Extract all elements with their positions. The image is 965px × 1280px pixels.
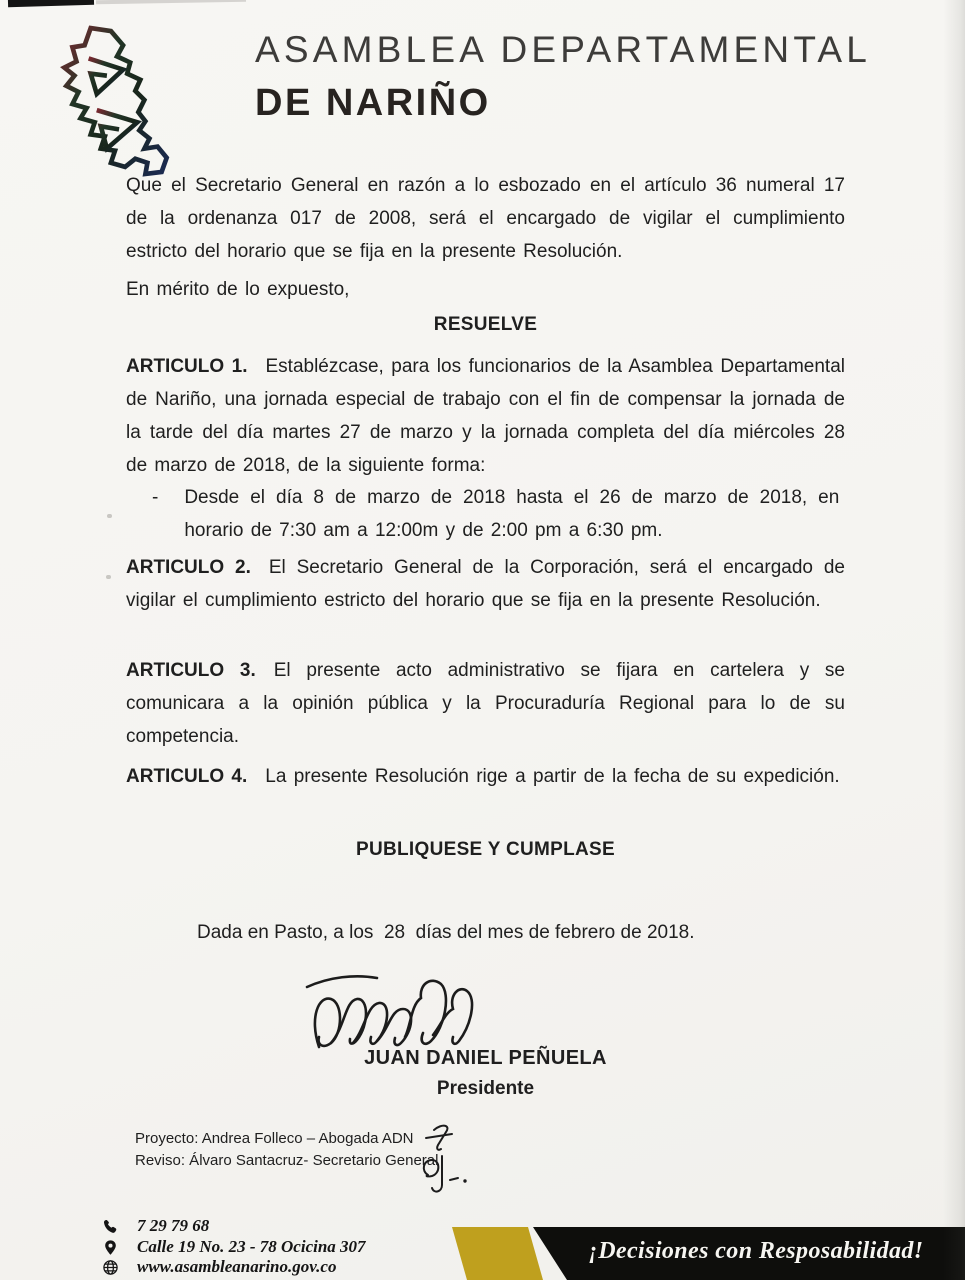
- contact-website-row: [102, 1257, 336, 1277]
- resuelve-heading: RESUELVE: [433, 314, 538, 335]
- scan-speck: [107, 514, 112, 518]
- website-text: www.asambleanarino.gov.co: [137, 1257, 337, 1276]
- publish-heading: PUBLIQUESE Y CUMPLASE: [356, 839, 615, 860]
- credit-proyecto: Proyecto: Andrea Folleco – Abogada ADN: [135, 1130, 414, 1147]
- article-4-label: ARTICULO 4.: [126, 766, 248, 787]
- bullet-marker: -: [152, 487, 159, 508]
- scan-edge-shadow: [943, 0, 965, 1280]
- article-3-label: ARTICULO 3.: [126, 660, 256, 681]
- phone-number: 7 29 79 68: [137, 1216, 210, 1235]
- contact-phone-row: [102, 1216, 209, 1236]
- scan-artifact-mark: [8, 0, 94, 7]
- org-name-line1: ASAMBLEA DEPARTAMENTAL: [255, 29, 872, 70]
- credits-block: [135, 1128, 438, 1172]
- article-2-label: ARTICULO 2.: [126, 557, 251, 578]
- article-1-text: Establézcase, para los funcionarios de la Asamblea Departamental de Nariño, una jornada especial de trabajo con el fin de compensar la jornada de la tarde del día martes 27 de marzo y la jornada completa del día miércoles 28 de marzo de 2018, de la siguiente forma:: [126, 356, 845, 476]
- globe-icon: [102, 1259, 119, 1276]
- article-1-label: ARTICULO 1.: [126, 356, 248, 377]
- gold-stripe-decoration: [452, 1227, 543, 1280]
- slogan-text: ¡Decisiones con Resposabilidad!: [588, 1238, 924, 1264]
- contact-address-row: [102, 1237, 366, 1257]
- narino-assembly-logo-icon: [42, 25, 188, 177]
- article-4: [126, 760, 845, 793]
- article-3: [126, 654, 845, 753]
- bullet-text: Desde el día 8 de marzo de 2018 hasta el 26 de marzo de 2018, en horario de 7:30 am a 12:00m y de 2:00 pm a 6:30 pm.: [184, 487, 840, 541]
- article-1: [126, 350, 845, 482]
- phone-icon: [102, 1218, 119, 1235]
- article-4-text: La presente Resolución rige a partir de la fecha de su expedición.: [265, 766, 840, 787]
- credit-reviso: Reviso: Álvaro Santacruz- Secretario General: [135, 1152, 439, 1169]
- reviewer-initials-icon: [414, 1118, 470, 1198]
- scan-speck: [106, 575, 111, 579]
- org-name-line2: DE NARIÑO: [255, 82, 491, 124]
- address-text: Calle 19 No. 23 - 78 Ocicina 307: [137, 1237, 366, 1256]
- dateline: Dada en Pasto, a los 28 días del mes de febrero de 2018.: [197, 922, 695, 943]
- scan-artifact-streak: [96, 0, 246, 4]
- intro-paragraph: Que el Secretario General en razón a lo esbozado en el artículo 36 numeral 17 de la ordenanza 017 de 2008, será el encargado de vigilar el cumplimiento estricto del horario que se fija en la presente Resolución.: [126, 175, 845, 262]
- schedule-bullet: [152, 481, 845, 547]
- location-pin-icon: [102, 1239, 119, 1256]
- merit-line: En mérito de lo expuesto,: [126, 279, 350, 300]
- article-2-text: El Secretario General de la Corporación, será el encargado de vigilar el cumplimiento estricto del horario que se fija en la presente Resolución.: [126, 557, 845, 611]
- article-2: [126, 551, 845, 617]
- signer-title: Presidente: [436, 1078, 535, 1099]
- signer-name: JUAN DANIEL PEÑUELA: [364, 1047, 607, 1069]
- article-3-text: El presente acto administrativo se fijara en cartelera y se comunicara a la opinión pública y la Procuraduría Regional para lo de su competencia.: [126, 660, 845, 747]
